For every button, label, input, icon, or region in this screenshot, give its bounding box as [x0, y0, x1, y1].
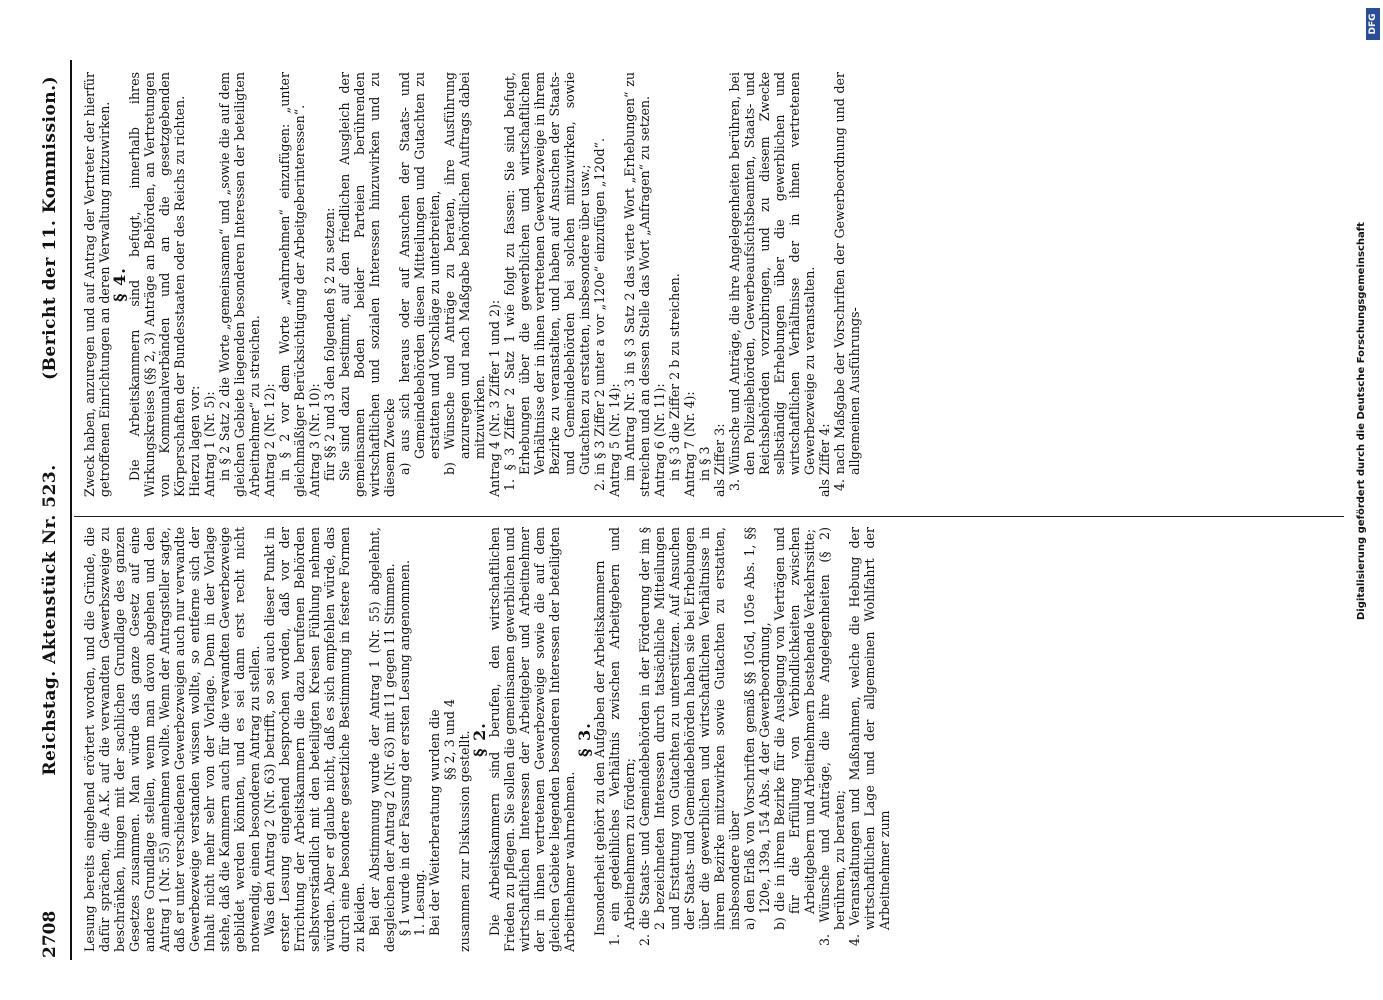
right-column: [82, 72, 1347, 497]
dfg-logo-text: DFG: [1368, 13, 1378, 35]
paragraph: 4. Veranstaltungen und Maßnahmen, welche die Hebung der wirtschaftlichen Lage und der allgemeinen Wohlfahrt der Arbeitnehmer zum: [847, 527, 892, 946]
paragraph: Antrag 4 (Nr. 3 Ziffer 1 und 2):: [487, 299, 502, 497]
paragraph: Hierzu lagen vor:: [187, 385, 202, 497]
page-number: 2708: [40, 910, 60, 958]
list-item: [637, 527, 742, 952]
list-item: [772, 527, 817, 952]
paragraph: Antrag 1 (Nr. 5):: [202, 391, 217, 497]
paragraph: b) die in ihrem Bezirke für die Auslegung von Verträgen und für die Erfüllung von Verbindlichkeiten zwischen Arbeitgebern und Arbeitnehmern bestehende Verkehrssitte;: [772, 527, 817, 930]
list-item: [607, 527, 637, 952]
paragraph: 1. ein gedeihliches Verhältnis zwischen Arbeitgebern und Arbeitnehmern zu fördern;: [607, 527, 637, 946]
paragraph: als Ziffer 3:: [712, 423, 727, 497]
list-item: [742, 527, 772, 952]
column-divider: [74, 516, 1344, 517]
paragraph: Antrag 7 (Nr. 4):: [682, 391, 697, 497]
paragraph: Antrag 2 (Nr. 12):: [262, 383, 277, 497]
paragraph: Antrag 3 (Nr. 10):: [307, 383, 322, 497]
header-title: Reichstag. Aktenstück Nr. 523.: [40, 464, 60, 776]
section-heading: § 4.: [110, 267, 129, 302]
paragraph: Bei der Weiterberatung wurden die: [427, 709, 442, 936]
paragraph: Antrag 6 (Nr. 11):: [652, 383, 667, 497]
list-item: [847, 527, 892, 952]
paragraph: Lesung bereits eingehend erörtert worden, und die Gründe, die dafür sprächen, die A.K. auf die verwandten Gewerbszweige zu beschränken, hingen mit der sachlichen Grundlage des ganzen Gesetzes zusammen. Man würde das ganze Gesetz auf eine andere Grundlage stellen, wenn man davon abgehen und den Antrag 1 (Nr. 55) annehmen wollte. Wenn der Antragsteller sagte, daß er unter verschiedenen Gewerbezweigen auch nur verwandte Gewerbezweige verstanden wissen wollte, so entferne sich der Inhalt nicht mehr sehr von der Vorlage. Denn in der Vorlage stehe, daß die Kammern auch für die verwandten Gewerbezweige gebildet werden könnten, und es sei dann erst recht nicht notwendig, einen besonderen Antrag zu stellen.: [82, 527, 262, 952]
paragraph: Zweck haben, anzuregen und auf Antrag der Vertreter der hierfür getroffenen Einrichtungen an deren Verwaltung mitzuwirken.: [82, 72, 112, 497]
page-header: [36, 60, 72, 960]
section-heading: § 3.: [575, 722, 594, 757]
paragraph: Die Arbeitskammern sind berufen, den wirtschaftlichen Frieden zu pflegen. Sie sollen die gemeinsamen gewerblichen und wirtschaftlichen Interessen der Arbeitgeber und Arbeitnehmer der in ihnen vertretenen Gewerbezweige sowie die auf dem gleichen Gebiete liegenden besonderen Interessen der beteiligten Arbeitnehmer wahrnehmen.: [487, 527, 577, 952]
paragraph: Insonderheit gehört zu den Aufgaben der Arbeitskammern: [592, 560, 607, 936]
paragraph: § 1 wurde in der Fassung der ersten Lesung angenommen.: [397, 560, 412, 936]
paragraph: 3. Wünsche und Anträge, die ihre Angelegenheiten berühren, bei den Polizeibehörden, Gewerbeaufsichtsbeamten, Staats- und Reichsbehörden vorzubringen, und zu diesem Zwecke selbständig Erhebungen über die gewerblichen und wirtschaftlichen Verhältnisse der in ihnen vertretenen Gewerbezweige zu veranstalten.: [727, 72, 817, 491]
paragraph: in § 3 die Ziffer 2 b zu streichen.: [667, 273, 682, 481]
paragraph: für §§ 2 und 3 den folgenden § 2 zu setzen:: [322, 207, 337, 481]
list-item: [592, 72, 607, 497]
paragraph: §§ 2, 3 und 4: [442, 699, 457, 780]
paragraph: im Antrag Nr. 3 in § 3 Satz 2 das vierte Wort „Erhebungen“ zu streichen und an dessen Stelle das Wort „Anfragen“ zu setzen.: [622, 72, 652, 497]
list-item: [817, 527, 847, 952]
paragraph: in § 2 Satz 2 die Worte „gemeinsamen“ und „sowie die auf dem gleichen Gebiete liegenden besonderen Interessen der beteiligten Arbeitnehmer“ zu streichen.: [217, 72, 262, 497]
paragraph: 2. die Staats- und Gemeindebehörden in der Förderung der im § 2 bezeichneten Interessen durch tatsächliche Mitteilungen und Erstattung von Gutachten zu unterstützen. Auf Ansuchen der Staats- und Gemeindebehörden haben sie bei Erhebungen über die gewerblichen und wirtschaftlichen Verhältnisse in ihrem Bezirke mitzuwirken sowie Gutachten zu erstatten, insbesondere über: [637, 527, 742, 946]
paragraph: in § 2 vor dem Worte „wahrnehmen“ einzufügen: „unter gleichmäßiger Berücksichtigung der Arbeitgeberinteressen“.: [277, 72, 307, 497]
paragraph: 2. in § 3 Ziffer 2 unter a vor „120e“ einzufügen „120d“.: [592, 138, 607, 491]
paragraph: a) den Erlaß von Vorschriften gemäß §§ 105d, 105e Abs. 1, §§ 120e, 139a, 154 Abs. 4 der Gewerbeordnung,: [742, 527, 772, 930]
section-heading: § 2.: [470, 722, 489, 757]
list-item: [442, 72, 487, 497]
paragraph: 1. Lesung.: [412, 869, 427, 936]
paragraph: 4. nach Maßgabe der Vorschriften der Gewerbeordnung und der allgemeinen Ausführungs-: [832, 72, 862, 491]
paragraph: Die Arbeitskammern sind befugt, innerhalb ihres Wirkungskreises (§§ 2, 3) Anträge an Behörden, an Vertretungen von Kommunalverbänden und an die gesetzgebenden Körperschaften der Bundesstaaten oder des Reichs zu richten.: [127, 72, 187, 497]
paragraph: Was den Antrag 2 (Nr. 63) betrifft, so sei auch dieser Punkt in erster Lesung eingehend besprochen worden, daß vor der Errichtung der Arbeitskammern die dazu berufenen Behörden selbstverständlich mit den beteiligten Kreisen Fühlung nehmen würden. Aber er glaube nicht, daß es sich empfehlen würde, das durch eine besondere gesetzliche Bestimmung in festere Formen zu kleiden.: [262, 527, 367, 952]
left-column: [82, 527, 1347, 952]
paragraph: Sie sind dazu bestimmt, auf den friedlichen Ausgleich der gemeinsamen Boden beider Parteien berührenden wirtschaftlichen und sozialen Interessen hinzuwirken und zu diesem Zwecke: [337, 72, 397, 497]
digitization-note: Digitalisierung gefördert durch die Deutsche Forschungsgemeinschaft: [1356, 222, 1367, 620]
list-item: [832, 72, 862, 497]
list-item: [397, 72, 442, 497]
paragraph: 1. § 3 Ziffer 2 Satz 1 wie folgt zu fassen: Sie sind befugt, Erhebungen über die gewerblichen und wirtschaftlichen Verhältnisse der in ihnen vertretenen Gewerbezweige in ihrem Bezirke zu veranstalten, und haben auf Ansuchen der Staats- und Gemeindebehörden bei solchen mitzuwirken, sowie Gutachten zu erstatten, insbesondere über usw.;: [502, 72, 592, 491]
paragraph: a) aus sich heraus oder auf Ansuchen der Staats- und Gemeindebehörden diesen Mitteilungen und Gutachten zu erstatten und Vorschläge zu unterbreiten,: [397, 72, 442, 475]
paragraph: als Ziffer 4:: [817, 423, 832, 497]
paragraph: zusammen zur Diskussion gestellt.: [457, 730, 472, 952]
paragraph: Bei der Abstimmung wurde der Antrag 1 (Nr. 55) abgelehnt, desgleichen der Antrag 2 (Nr. 63) mit 11 gegen 11 Stimmen.: [367, 527, 397, 952]
paragraph: b) Wünsche und Anträge zu beraten, ihre Ausführung anzuregen und nach Maßgabe behördlichen Auftrags dabei mitzuwirken.: [442, 72, 487, 475]
list-item: [727, 72, 817, 497]
paragraph: 3. Wünsche und Anträge, die ihre Angelegenheiten (§ 2) berühren, zu beraten;: [817, 527, 847, 946]
paragraph: in § 3: [697, 446, 712, 481]
header-commission: (Bericht der 11. Kommission.): [40, 75, 60, 380]
paragraph: Antrag 5 (Nr. 14):: [607, 383, 622, 497]
list-item: [502, 72, 592, 497]
